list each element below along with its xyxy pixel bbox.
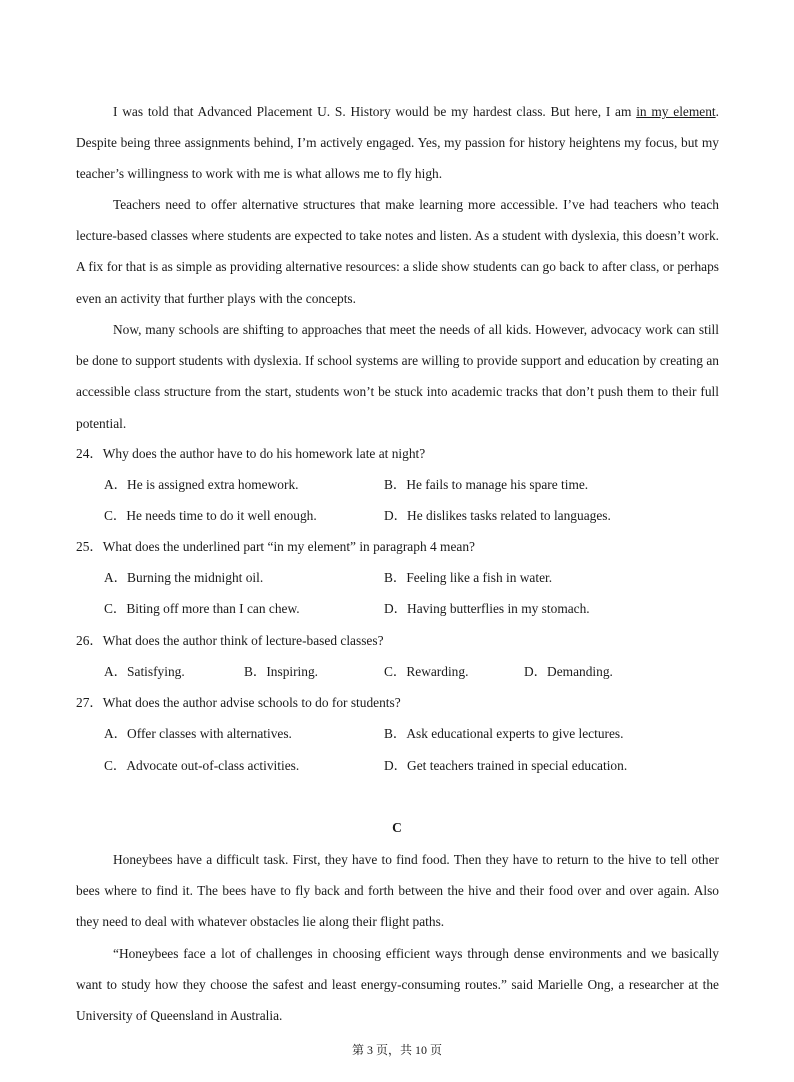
question-25-option-a[interactable]: A．Burning the midnight oil. [104, 570, 264, 585]
paragraph-6-text: Now, many schools are shifting to approaches that meet the needs of all kids. However, advocacy work can still be done to support students with dyslexia. If school systems are willing to provide support and education by creating an accessible class structure from the start, students won’t be stuck into academic tracks that don’t push them to their full potential. [76, 322, 719, 431]
question-24-stem: 24．Why does the author have to do his homework late at night? [76, 446, 426, 461]
question-25-option-d[interactable]: D．Having butterflies in my stomach. [384, 601, 590, 616]
question-27-option-c[interactable]: C．Advocate out-of-class activities. [104, 758, 300, 773]
passage-paragraph-4 [76, 96, 719, 190]
question-26-option-c[interactable]: C．Rewarding. [384, 664, 469, 679]
question-24-option-d[interactable]: D．He dislikes tasks related to languages. [384, 508, 611, 523]
section-c-paragraph-2-text: “Honeybees face a lot of challenges in choosing efficient ways through dense environments and we basically want to study how they choose the safest and least energy-consuming routes.” said Marielle Ong, a researcher at the University of Queensland in Australia. [76, 946, 719, 1024]
passage-paragraph-6 [76, 314, 719, 439]
question-27-stem: 27．What does the author advise schools to do for students? [76, 695, 401, 710]
section-c-paragraph-1-text: Honeybees have a difficult task. First, they have to find food. Then they have to return to the hive to tell other bees where to find it. The bees have to fly back and forth between the hive and their food over and over again. Also they need to deal with whatever obstacles lie along their flight paths. [76, 852, 719, 930]
page-number-footer: 第 3 页，共 10 页 [351, 1043, 442, 1057]
section-c-paragraph-1 [76, 844, 719, 938]
section-c-paragraph-2 [76, 938, 719, 1032]
question-27-option-b[interactable]: B．Ask educational experts to give lectures. [384, 726, 624, 741]
question-24-option-c[interactable]: C．He needs time to do it well enough. [104, 508, 317, 523]
question-27-option-a[interactable]: A．Offer classes with alternatives. [104, 726, 292, 741]
question-27-option-d[interactable]: D．Get teachers trained in special education. [384, 758, 628, 773]
question-25-option-b[interactable]: B．Feeling like a fish in water. [384, 570, 553, 585]
question-25-option-c[interactable]: C．Biting off more than I can chew. [104, 601, 300, 616]
section-c-heading: C [392, 820, 402, 835]
question-26-option-b[interactable]: B．Inspiring. [244, 664, 319, 679]
question-25-stem: 25．What does the underlined part “in my element” in paragraph 4 mean? [76, 539, 475, 554]
paragraph-4-text-start: I was told that Advanced Placement U. S. History would be my hardest class. But here, I am [113, 104, 637, 119]
question-26-option-a[interactable]: A．Satisfying. [104, 664, 185, 679]
paragraph-4-text-end: . Despite being three assignments behind, I’m actively engaged. Yes, my passion for history heightens my focus, but my teacher’s willingness to work with me is what allows me to fly high. [76, 104, 719, 182]
question-24-option-b[interactable]: B．He fails to manage his spare time. [384, 477, 589, 492]
underlined-phrase: in my element [636, 104, 716, 119]
question-26-stem: 26．What does the author think of lecture-based classes? [76, 633, 384, 648]
passage-paragraph-5 [76, 189, 719, 314]
paragraph-5-text: Teachers need to offer alternative structures that make learning more accessible. I’ve had teachers who teach lecture-based classes where students are expected to take notes and listen. As a student with dyslexia, this doesn’t work. A fix for that is as simple as providing alternative resources: a slide show students can go back to after class, or perhaps even an activity that further plays with the concepts. [76, 197, 719, 306]
question-26-option-d[interactable]: D．Demanding. [524, 664, 613, 679]
question-24-option-a[interactable]: A．He is assigned extra homework. [104, 477, 299, 492]
